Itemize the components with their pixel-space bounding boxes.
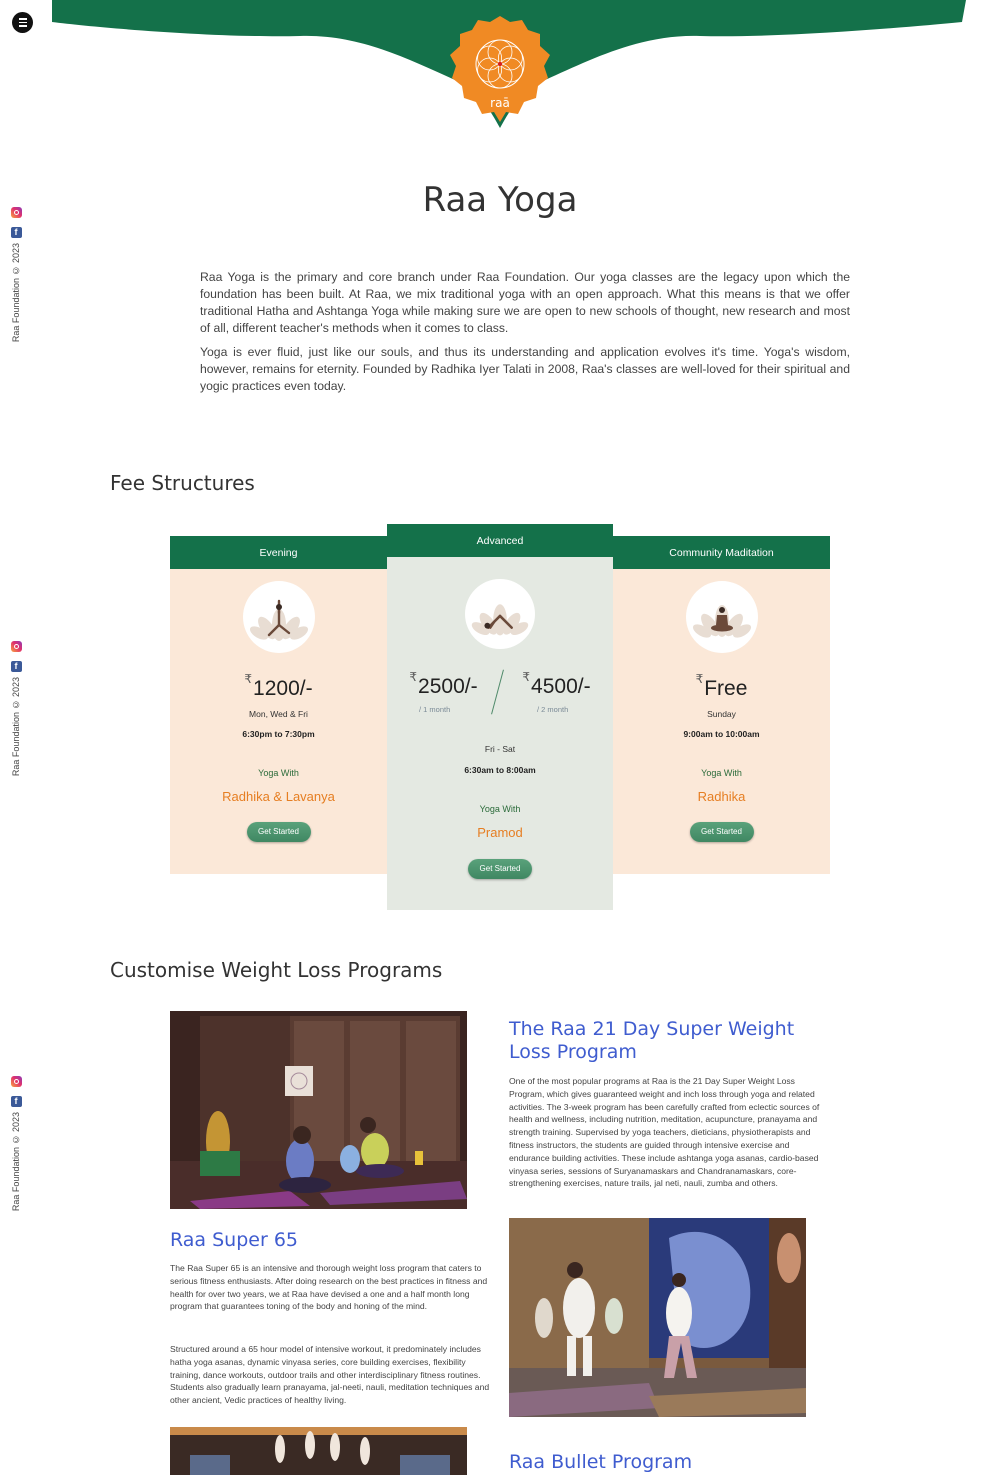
social-rail: [9, 207, 23, 342]
menu-button[interactable]: [12, 12, 33, 33]
price: ₹Free: [695, 672, 748, 700]
yoga-with-label: Yoga With: [479, 804, 521, 814]
fee-card-community-meditation: [613, 536, 830, 874]
meditation-pose-illustration: [686, 581, 758, 653]
facebook-icon[interactable]: f: [11, 661, 22, 672]
get-started-button[interactable]: Get Started: [690, 822, 754, 842]
teacher-name: Pramod: [477, 825, 523, 840]
program-super-65-description-1: The Raa Super 65 is an intensive and thorough weight loss program that caters to serious fitness enthusiasts. After doing research on the best practices in fitness and health for over two years, we at Raa have devised a one and a half month long program that guarantees toning of the body and honing of the mind.: [170, 1263, 488, 1312]
class-time: 6:30pm to 7:30pm: [242, 729, 315, 739]
copyright-text: Raa Foundation © 2023: [11, 1112, 21, 1212]
intro-paragraph: Yoga is ever fluid, just like our souls, and thus its understanding and application evolves it's time. Yoga's wisdom, however, remains for eternity. Founded by Radhika Iyer Talati in 2008, Raa's classes are well-loved for their spiritual and yogic practices even today.: [200, 345, 850, 393]
instagram-icon[interactable]: [11, 1076, 22, 1087]
class-days: Fri - Sat: [484, 744, 516, 754]
yoga-with-label: Yoga With: [701, 768, 742, 778]
price: ₹1200/-: [244, 672, 313, 700]
teacher-name: Radhika: [697, 789, 746, 804]
program-21-day-description: One of the most popular programs at Raa is the 21 Day Super Weight Loss Program, which gives guaranteed weight and inch loss through yoga and related activities. The 3-week program has been carefully crafted from eclectic sources of health and wellness, including nutrition, meditation, acupuncture, pranayama and strength training. Supervised by yoga teachers, dieticians, physiotherapists and fitness instructors, the students are guided through intensive exercise and endurance building activities. These include ashtanga yoga asanas, cardio-based vinyasa series, sessions of Suryanamaskars and Chandranamaskars, core-strengthening exercises, nature trails, jal neti, nauli, zumba and others.: [509, 1076, 820, 1189]
fee-structures-heading: Fee Structures: [110, 471, 255, 495]
yoga-with-label: Yoga With: [258, 768, 299, 778]
class-days: Sunday: [707, 709, 736, 719]
card-header: Advanced: [387, 524, 613, 557]
get-started-button[interactable]: Get Started: [247, 822, 311, 842]
facebook-icon[interactable]: f: [11, 227, 22, 238]
copyright-text: Raa Foundation © 2023: [11, 677, 21, 777]
fee-card-advanced: [387, 524, 613, 910]
program-21-day-title[interactable]: The Raa 21 Day Super Weight Loss Program: [509, 1018, 795, 1063]
program-super-65-title[interactable]: Raa Super 65: [170, 1229, 298, 1251]
social-rail: [9, 1076, 23, 1211]
teacher-name: Radhika & Lavanya: [222, 789, 335, 804]
intro-paragraph: Raa Yoga is the primary and core branch under Raa Foundation. Our yoga classes are the legacy upon which the foundation has been built. At Raa, we mix traditional yoga with an open approach. What this means is that we offer traditional Hatha and Ashtanga Yoga while making sure we are open to new schools of thought, new research and most of all, different teacher's methods when it comes to class.: [200, 270, 850, 335]
period-2-month: / 2 month: [537, 705, 569, 714]
program-super-65-description-2: Structured around a 65 hour model of intensive workout, it predominately includes hatha yoga asanas, dynamic vinyasa series, core building exercises, flexibility training, dance workouts, outdoor trails and other interdisciplinary fitness routines. Students also gradually learn pranayama, jal-neeti, nauli, meditation techniques and other ancient, Vedic practices of healthy living.: [170, 1344, 490, 1406]
social-rail: [9, 641, 23, 776]
copyright-text: Raa Foundation © 2023: [11, 243, 21, 343]
header-banner: [0, 0, 1000, 140]
program-bullet-title[interactable]: Raa Bullet Program: [509, 1451, 693, 1473]
price-1-month: ₹2500/-: [409, 670, 478, 698]
card-header: Evening: [170, 536, 387, 569]
card-body: [613, 569, 830, 874]
facebook-icon[interactable]: f: [11, 1096, 22, 1107]
card-body: [387, 557, 613, 910]
yoga-pose-illustration: [243, 581, 315, 653]
class-days: Mon, Wed & Fri: [249, 709, 308, 719]
class-time: 9:00am to 10:00am: [683, 729, 760, 739]
class-time: 6:30am to 8:00am: [464, 765, 536, 775]
fee-card-evening: [170, 536, 387, 874]
stretching-class-photo: [509, 1218, 806, 1417]
weight-loss-heading: Customise Weight Loss Programs: [110, 958, 443, 982]
group-class-photo: [170, 1427, 467, 1475]
intro-text: [200, 269, 850, 395]
yoga-pose-illustration: [465, 579, 535, 649]
page-title: Raa Yoga: [422, 180, 578, 220]
get-started-button[interactable]: Get Started: [468, 859, 532, 879]
svg-text:raā: raā: [490, 96, 510, 110]
period-1-month: / 1 month: [419, 705, 451, 714]
card-header: Community Maditation: [613, 536, 830, 569]
instagram-icon[interactable]: [11, 641, 22, 652]
yoga-class-photo: [170, 1011, 467, 1209]
price-2-month: ₹4500/-: [522, 670, 591, 698]
card-body: [170, 569, 387, 874]
